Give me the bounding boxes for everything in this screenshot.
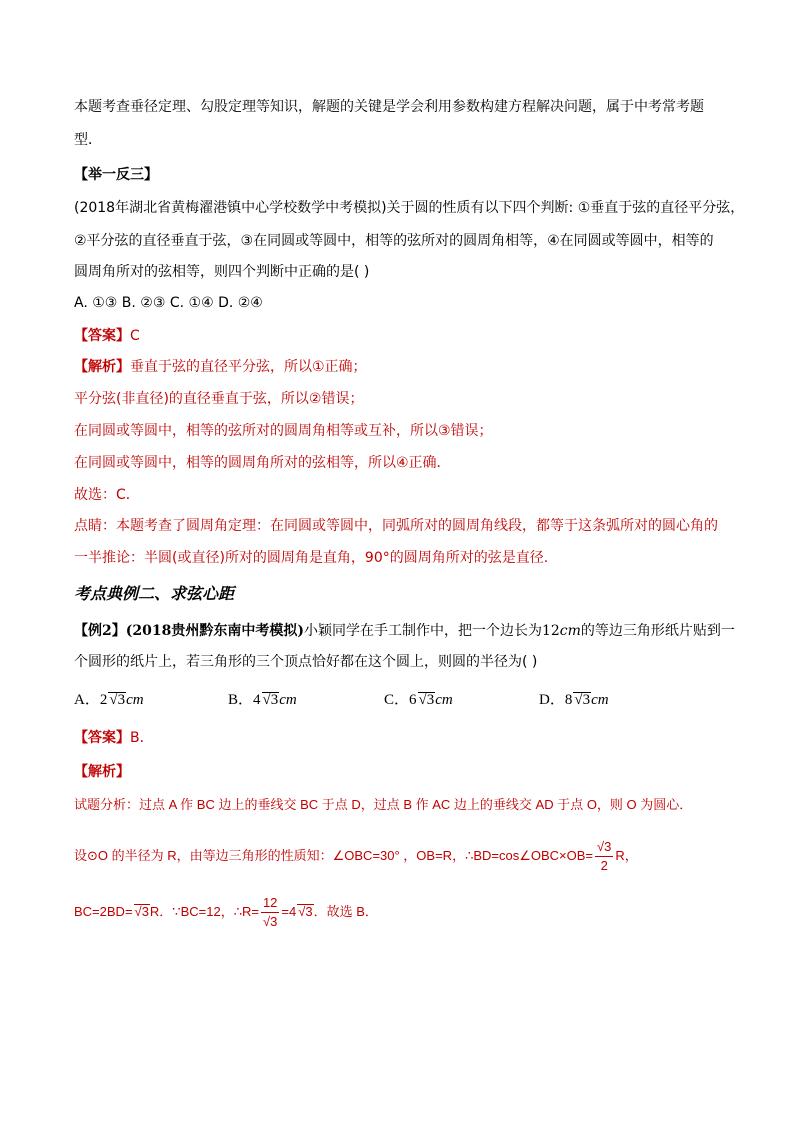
section-heading-example: 考点典例二、求弦心距 xyxy=(74,584,235,603)
example-line-1 xyxy=(74,621,735,641)
intro-line-1: 本题考查垂径定理、勾股定理等知识，解题的关键是学会利用参数构建方程解决问题，属于中考常考题 xyxy=(74,99,704,115)
analysis-line-3: 在同圆或等圆中，相等的弦所对的圆周角相等或互补，所以③错误； xyxy=(74,423,493,439)
note-line-1: 点睛：本题考查了圆周角定理：在同圆或等圆中，同弧所对的圆周角线段，都等于这条弧所对的圆心角的 xyxy=(74,518,718,534)
question-line-1: (2018年湖北省黄梅濯港镇中心学校数学中考模拟)关于圆的性质有以下四个判断: ①垂直于弦的直径平分弦， xyxy=(74,200,745,216)
option-d: D．8 √3cm xyxy=(539,692,609,708)
choose-line: 故选：C． xyxy=(74,487,140,503)
question-line-3: 圆周角所对的弦相等，则四个判断中正确的是( ) xyxy=(74,264,370,280)
sqrt-symbol: √3 xyxy=(109,692,126,708)
sqrt-symbol: √3 xyxy=(418,692,435,708)
fraction-12-over-sqrt3: $\frac{12}{√3}$ xyxy=(262,895,278,930)
solution-line-2: 设⊙O 的半径为 R，由等边三角形的性质知：∠OBC=30° ，OB=R，∴BD=cos∠OBC×OB= $\frac{√3}{2}$ R， xyxy=(74,839,638,874)
analysis-line-2: 平分弦(非直径)的直径垂直于弦，所以②错误； xyxy=(74,391,364,407)
sqrt-symbol: √3 xyxy=(298,904,313,919)
option-a: A．2 √3cm xyxy=(74,692,144,708)
answer-label: 【答案】 xyxy=(74,328,130,344)
sqrt-symbol: √3 xyxy=(262,692,279,708)
answer-value: C xyxy=(130,328,140,344)
answer-label-2: 【答案】 xyxy=(74,730,130,746)
sqrt-symbol: √3 xyxy=(134,904,149,919)
question-line-2: ②平分弦的直径垂直于弦，③在同圆或等圆中，相等的弦所对的圆周角相等，④在同圆或等圆中，相等的 xyxy=(74,233,714,249)
analysis-label-2: 【解析】 xyxy=(74,764,130,780)
section-heading-practice: 【举一反三】 xyxy=(74,167,158,183)
example-text-a: 小颖同学在手工制作中，把一个边长为 xyxy=(303,623,542,639)
example-text-b: 的等边三角形纸片贴到一 xyxy=(580,623,735,639)
analysis-line-4: 在同圆或等圆中，相等的圆周角所对的弦相等，所以④正确． xyxy=(74,455,451,471)
note-line-2: 一半推论：半圆(或直径)所对的圆周角是直角，90°的圆周角所对的弦是直径. xyxy=(74,550,549,566)
analysis-line-1 xyxy=(74,357,367,377)
example-line-2: 个圆形的纸片上，若三角形的三个顶点恰好都在这个圆上，则圆的半径为( ) xyxy=(74,654,538,670)
fraction-sqrt3-over-2: $\frac{√3}{2}$ xyxy=(597,839,612,874)
answer-row-2 xyxy=(74,728,154,748)
example-unit: cm xyxy=(559,623,581,639)
example-number: 12 xyxy=(541,623,560,639)
analysis-text-1: 垂直于弦的直径平分弦，所以①正确； xyxy=(130,359,367,375)
intro-line-2: 型． xyxy=(74,132,102,148)
sqrt-symbol: √3 xyxy=(574,692,591,708)
solution-line-1: 试题分析：过点 A 作 BC 边上的垂线交 BC 于点 D，过点 B 作 AC 边上的垂线交 AD 于点 O，则 O 为圆心． xyxy=(74,797,693,812)
question-options: A. ①③ B. ②③ C. ①④ D. ②④ xyxy=(74,295,263,311)
answer-row xyxy=(74,326,140,346)
option-b: B．4 √3cm xyxy=(228,692,297,708)
example-label: 【例2】 xyxy=(74,623,126,639)
answer-value-2: B． xyxy=(130,730,154,746)
analysis-label: 【解析】 xyxy=(74,359,130,375)
option-c: C．6 √3cm xyxy=(384,692,453,708)
solution-line-3: BC=2BD= √3R．∵BC=12，∴R= $\frac{12}{√3}$ =4 √3．故选 B． xyxy=(74,895,378,930)
example-source: (2018贵州黔东南中考模拟) xyxy=(125,623,304,639)
